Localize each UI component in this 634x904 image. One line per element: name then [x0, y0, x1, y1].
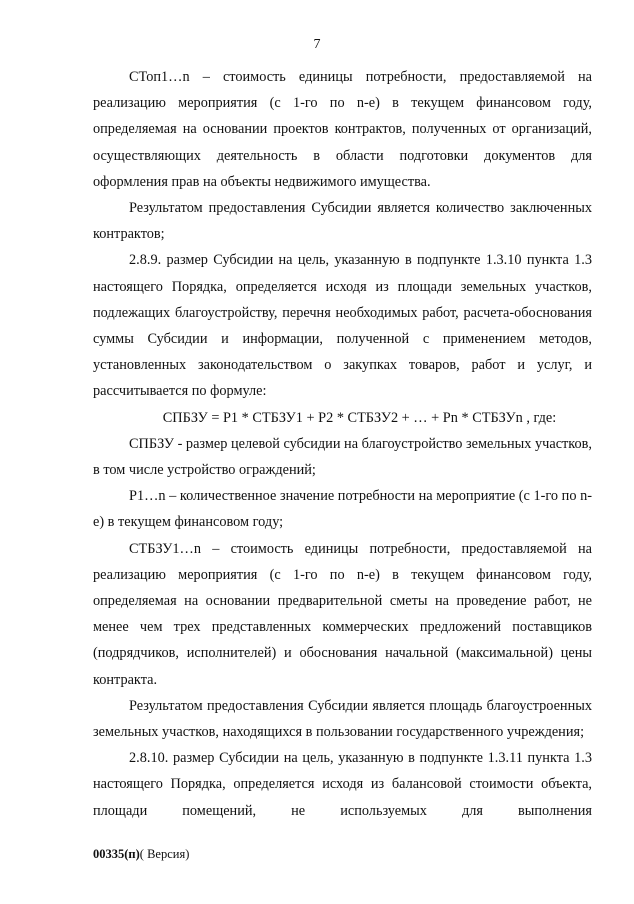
paragraph-spbzu-definition: СПБЗУ - размер целевой субсидии на благоустройство земельных участков, в том числе устройство ограждений; — [93, 435, 592, 479]
paragraph-result-contracts: Результатом предоставления Субсидии является количество заключенных контрактов; — [93, 200, 592, 243]
paragraph-stop-definition: СТоп1…n – стоимость единицы потребности, предоставляемой на реализацию мероприятия (с 1-го по n-е) в текущем финансовом году, определяемая на основании проектов контрактов, полученных от организаций, осуществляющих деятельность в области подготовки документов для оформления прав на объекты недвижимого имущества. — [93, 69, 592, 190]
footer-code: 00335(п) — [93, 847, 140, 861]
paragraph-stbzu-definition: СТБЗУ1…n – стоимость единицы потребности, предоставляемой на реализацию мероприятия (с 1-го по n-е) в текущем финансовом году, определяемая на основании предварительной сметы на проведение работ, не менее чем трех представленных коммерческих предложений поставщиков (подрядчиков, исполнителей) и обоснования начальной (максимальной) цены контракта. — [93, 540, 592, 688]
document-body — [93, 64, 592, 824]
paragraph-2-8-10: 2.8.10. размер Субсидии на цель, указанную в подпункте 1.3.11 пункта 1.3 настоящего Порядка, определяется исходя из балансовой стоимости объекта, площади помещений, не используемых для выполнения — [93, 750, 592, 819]
page-number: 7 — [313, 37, 321, 52]
paragraph-result-area: Результатом предоставления Субсидии является площадь благоустроенных земельных участков, находящихся в пользовании государственного учреждения; — [93, 697, 592, 741]
paragraph-2-8-9: 2.8.9. размер Субсидии на цель, указанную в подпункте 1.3.10 пункта 1.3 настоящего Порядка, определяется исходя из площади земельных участков, подлежащих благоустройству, перечня необходимых работ, расчета-обоснования суммы Субсидии и информации, полученной с применением методов, установленных законодательством о закупках товаров, работ и услуг, и рассчитывается по формуле: — [93, 252, 592, 400]
paragraph-p-definition: P1…n – количественное значение потребности на мероприятие (с 1-го по n-е) в текущем финансовом году; — [93, 488, 592, 531]
footer-version: ( Версия) — [139, 847, 190, 861]
formula-spbzu: СПБЗУ = P1 * СТБЗУ1 + P2 * СТБЗУ2 + … + Pn * СТБЗУn , где: — [162, 409, 557, 426]
document-footer — [93, 847, 189, 862]
